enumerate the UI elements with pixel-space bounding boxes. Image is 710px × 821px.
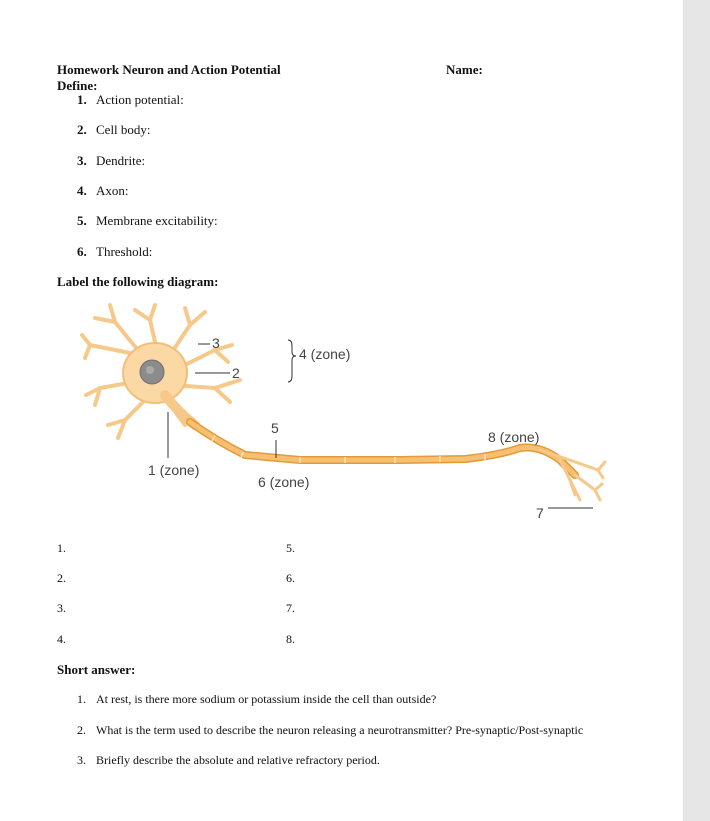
short-answer-item — [77, 692, 436, 707]
define-item — [77, 244, 152, 260]
define-item-text: Action potential: — [96, 92, 184, 107]
answer-blank-4: 4. — [57, 632, 66, 646]
diagram-label-8: 8 (zone) — [488, 429, 540, 445]
diagram-label-5: 5 — [271, 420, 279, 436]
answer-blank-2: 2. — [57, 571, 66, 585]
worksheet-title: Homework Neuron and Action Potential — [57, 62, 281, 77]
short-answer-number: 1. — [77, 692, 86, 706]
answer-blank-1: 1. — [57, 541, 66, 555]
diagram-heading: Label the following diagram: — [57, 274, 219, 289]
short-answer-number: 3. — [77, 753, 86, 767]
diagram-label-7: 7 — [536, 505, 544, 521]
short-answer-item — [77, 723, 583, 738]
define-heading: Define: — [57, 78, 98, 93]
short-answer-item — [77, 753, 380, 768]
define-item — [77, 153, 145, 169]
define-item-number: 4. — [77, 183, 87, 198]
short-answer-text: At rest, is there more sodium or potassium inside the cell than outside? — [96, 692, 437, 706]
define-item-text: Axon: — [96, 183, 129, 198]
short-answer-number: 2. — [77, 723, 86, 737]
define-item — [77, 183, 129, 199]
define-item-text: Threshold: — [96, 244, 153, 259]
neuron-diagram — [80, 295, 620, 530]
answer-blank-5: 5. — [286, 541, 295, 555]
define-item-number: 5. — [77, 213, 87, 228]
diagram-label-1: 1 (zone) — [148, 462, 200, 478]
diagram-label-3: 3 — [212, 335, 220, 351]
diagram-label-4: 4 (zone) — [299, 346, 351, 362]
define-item-number: 2. — [77, 122, 87, 137]
define-item-number: 6. — [77, 244, 87, 259]
answer-blank-8: 8. — [286, 632, 295, 646]
define-item — [77, 213, 218, 229]
define-item-text: Cell body: — [96, 122, 151, 137]
short-answer-heading: Short answer: — [57, 662, 136, 677]
define-item-text: Dendrite: — [96, 153, 146, 168]
diagram-label-6: 6 (zone) — [258, 474, 310, 490]
name-label: Name: — [446, 62, 483, 77]
define-item-number: 1. — [77, 92, 87, 107]
answer-blank-3: 3. — [57, 601, 66, 615]
short-answer-text: Briefly describe the absolute and relative refractory period. — [96, 753, 380, 767]
define-item-number: 3. — [77, 153, 87, 168]
define-item — [77, 92, 184, 108]
define-item-text: Membrane excitability: — [96, 213, 218, 228]
nucleolus — [146, 366, 154, 374]
define-item — [77, 122, 151, 138]
diagram-label-2: 2 — [232, 365, 240, 381]
short-answer-text: What is the term used to describe the neuron releasing a neurotransmitter? Pre-synaptic/Post-synaptic — [96, 723, 584, 737]
answer-blank-6: 6. — [286, 571, 295, 585]
answer-blank-7: 7. — [286, 601, 295, 615]
